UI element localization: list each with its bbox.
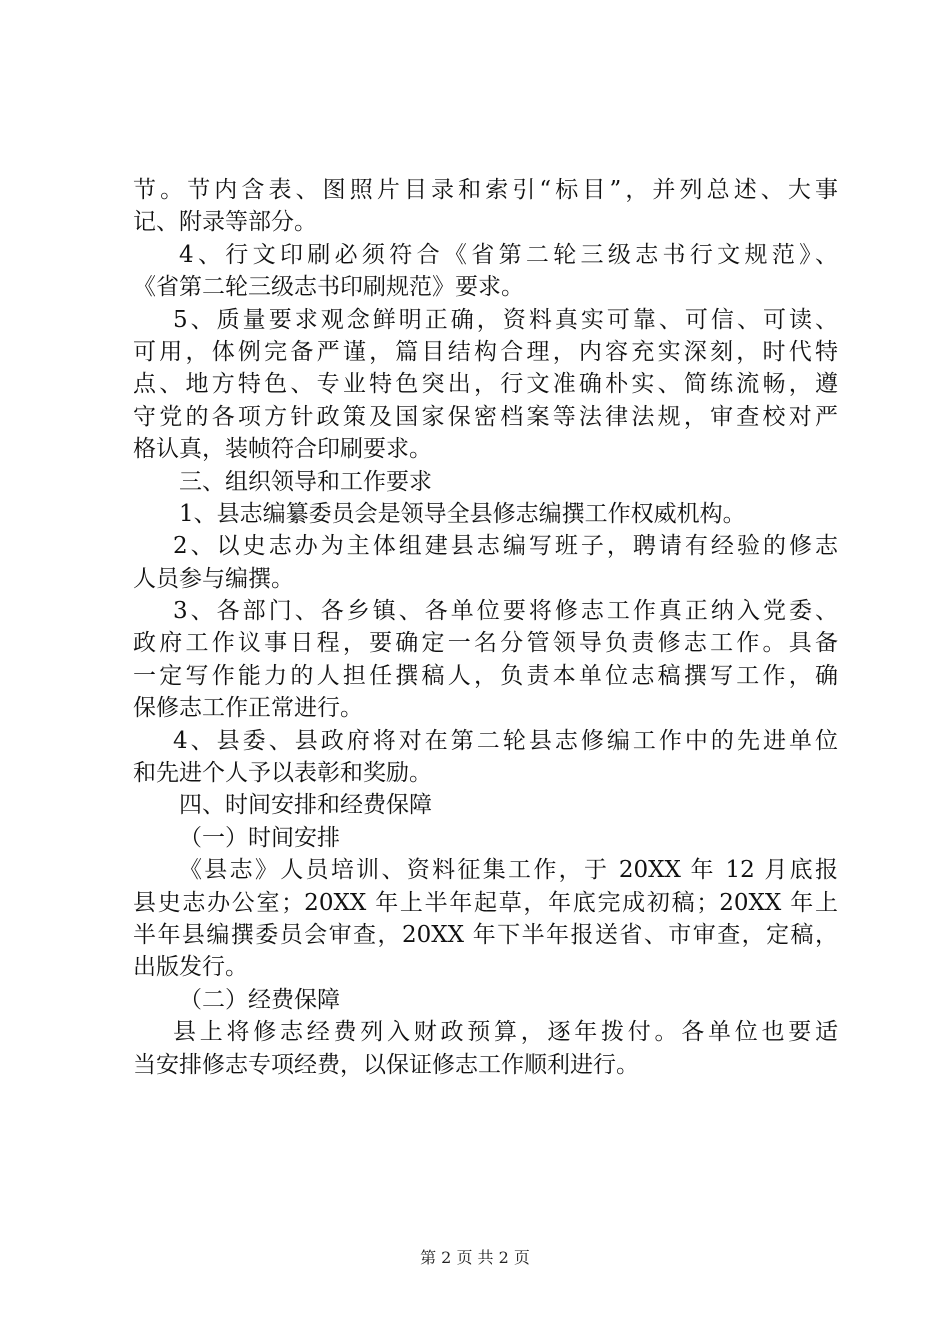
text-line: 保修志工作正常进行。	[133, 695, 363, 722]
text-line: 当安排修志专项经费，以保证修志工作顺利进行。	[133, 1051, 639, 1078]
text-line: 县史志办公室；20XX 年上半年起草，年底完成初稿；20XX 年上	[133, 889, 838, 916]
page-footer: 第 2 页 共 2 页	[420, 1248, 530, 1267]
text-line: 可用，体例完备严谨，篇目结构合理，内容充实深刻，时代特	[133, 338, 838, 365]
text-line: 3、各部门、各乡镇、各单位要将修志工作真正纳入党委、	[173, 598, 838, 625]
text-line: 守党的各项方针政策及国家保密档案等法律法规，审查校对严	[133, 403, 838, 430]
text-line: 四、时间安排和经费保障	[179, 792, 432, 819]
text-line: 4、县委、县政府将对在第二轮县志修编工作中的先进单位	[173, 727, 838, 754]
text-line: 《县志》人员培训、资料征集工作，于 20XX 年 12 月底报	[179, 857, 838, 884]
document-body	[133, 174, 838, 1081]
text-line: （一）时间安排	[179, 824, 340, 851]
text-line: 4、行文印刷必须符合《省第二轮三级志书行文规范》、	[179, 241, 838, 268]
text-line: 1、县志编纂委员会是领导全县修志编撰工作权威机构。	[179, 500, 746, 527]
text-line: 和先进个人予以表彰和奖励。	[133, 760, 432, 787]
text-line: 政府工作议事日程，要确定一名分管领导负责修志工作。具备	[133, 630, 838, 657]
text-line: （二）经费保障	[179, 986, 340, 1013]
text-line: 半年县编撰委员会审查，20XX 年下半年报送省、市审查，定稿，	[133, 921, 838, 948]
text-line: 人员参与编撰。	[133, 565, 294, 592]
text-line: 5、质量要求观念鲜明正确，资料真实可靠、可信、可读、	[173, 306, 838, 333]
text-line: 县上将修志经费列入财政预算，逐年拨付。各单位也要适	[173, 1019, 838, 1046]
text-line: 《省第二轮三级志书印刷规范》要求。	[133, 274, 524, 301]
text-line: 一定写作能力的人担任撰稿人，负责本单位志稿撰写工作，确	[133, 662, 838, 689]
text-line: 格认真，装帧符合印刷要求。	[133, 436, 432, 463]
text-line: 三、组织领导和工作要求	[179, 468, 432, 495]
text-line: 出版发行。	[133, 954, 248, 981]
text-line: 点、地方特色、专业特色突出，行文准确朴实、简练流畅，遵	[133, 371, 838, 398]
text-line: 2、以史志办为主体组建县志编写班子，聘请有经验的修志	[173, 533, 838, 560]
text-line: 记、附录等部分。	[133, 209, 317, 236]
text-line: 节。节内含表、图照片目录和索引“标目”，并列总述、大事	[133, 177, 838, 203]
